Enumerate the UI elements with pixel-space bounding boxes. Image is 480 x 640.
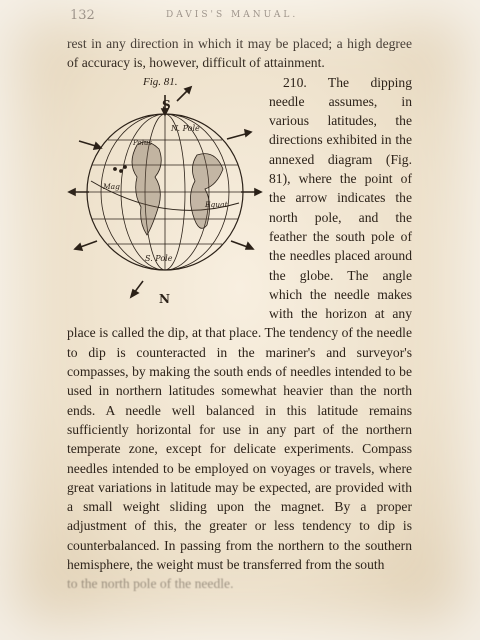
needle-bottom-arrow-icon: [131, 290, 138, 297]
label-magnetic: Mag: [103, 181, 120, 191]
needle-left-equator-arrow-icon: [69, 189, 75, 195]
needle-left-lower-arrow-icon: [75, 244, 82, 250]
needle-left-upper-arrow-icon: [94, 143, 101, 149]
label-n: N: [159, 291, 170, 305]
intro-paragraph: rest in any direction in which it may be placed; a high degree of accuracy is, however, difficult of attainment.: [67, 36, 412, 71]
paragraph-210: 210. The dipping needle assumes, in various latitudes, the directions exhibited in the annexed diagram (Fig. 81), where the point of the arrow indicates the north pole, and the feather the south pole of the needles placed around the globe. The angle which the needle makes with the horizon at any place is called the dip, at that place. The tendency of the needle to dip is counteracted in the mariner's and surveyor's compasses, by making the south ends of needles intended to be used in northern latitudes somewhat heavier than the north ends. A needle well balanced in this latitude remains sufficiently horizontal for use in any part of the northern temperate zone, except for delicate experiments. Compass needles intended to be employed on voyages or travels, where great variations in latitude may be expected, are provided with a small weight sliding upon the magnet. By a proper adjustment of this, the greater or less tendency to dip is counterbalanced. In passing from the northern to the southern hemisphere, the weight must be transferred from the south: [67, 74, 412, 573]
africa-europe-landmass: [190, 153, 223, 228]
figure-81: [67, 73, 265, 307]
label-polus: Polus: [133, 138, 152, 147]
page-header: [70, 8, 410, 28]
needle-right-lower-arrow-icon: [246, 243, 253, 249]
needle-right-upper-arrow-icon: [245, 130, 251, 136]
label-equator: Equat: [205, 199, 228, 209]
figure-caption: Fig. 81.: [143, 75, 178, 88]
label-n-pole: N. Pole: [171, 123, 200, 133]
americas-landmass: [132, 138, 161, 234]
cut-off-last-line: to the north pole of the needle.: [67, 576, 234, 592]
label-s-pole: S. Pole: [145, 253, 173, 263]
needle-right-equator-arrow-icon: [255, 189, 261, 195]
dipping-needle-globe-diagram: [67, 85, 265, 305]
page-number: 132: [70, 8, 95, 23]
running-head: DAVIS'S MANUAL.: [166, 10, 299, 20]
label-s: S: [162, 97, 171, 112]
body-text: [67, 34, 412, 594]
